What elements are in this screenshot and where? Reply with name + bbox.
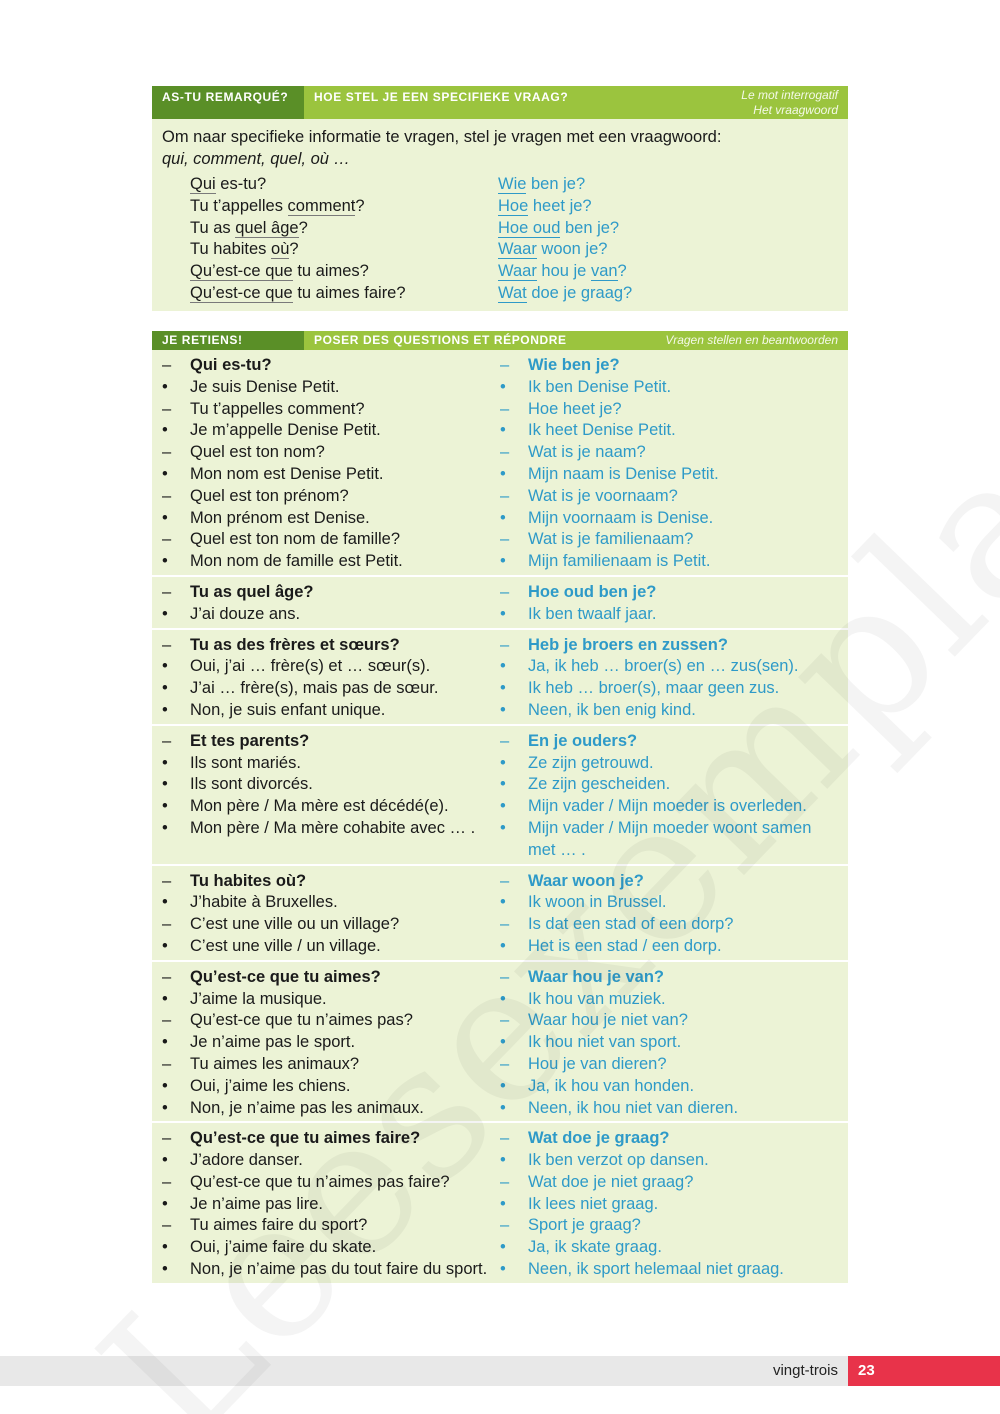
french-text: Tu habites où? [190,871,307,890]
example-nl: Hoe oud ben je? [498,218,620,237]
retain-tag: JE RETIENS! [152,331,304,350]
line-marker: – [500,871,510,890]
dialogue-line [152,818,848,840]
french-text: Tu aimes les animaux? [190,1054,360,1073]
line-marker: – [162,915,172,934]
dialogue-line [152,1259,848,1281]
line-marker: – [500,530,510,549]
dutch-text: Mijn vader / Mijn moeder woont samen [528,818,812,837]
line-marker: • [162,700,168,719]
example-nl: Hoe heet je? [498,196,592,215]
remark-intro: Om naar specifieke informatie te vragen, stel je vragen met een vraagwoord: qui, comment, quel, où … [162,128,722,168]
example-nl: Waar hou je van? [498,262,627,281]
dutch-text: Mijn familienaam is Petit. [528,552,711,571]
dialogue-line [152,486,848,508]
page-footer [0,1356,1000,1386]
line-marker: • [162,1238,168,1257]
line-marker: • [162,1076,168,1095]
dialogue-line [152,936,848,958]
french-text: J’aime la musique. [190,989,327,1008]
retain-box [152,331,848,1283]
line-marker: – [162,530,172,549]
line-marker: – [500,1129,510,1148]
line-marker: – [500,635,510,654]
dutch-text: Ja, ik hou van honden. [528,1076,695,1095]
line-marker: • [162,893,168,912]
dutch-text: Sport je graag? [528,1216,641,1235]
line-marker: • [500,1076,506,1095]
dialogue-line [152,753,848,775]
dialogue-line [152,914,848,936]
line-marker: • [162,1260,168,1279]
dutch-text: Mijn naam is Denise Petit. [528,464,719,483]
line-marker: • [500,377,506,396]
french-text: Tu aimes faire du sport? [190,1216,368,1235]
dialogue-section [152,962,848,1122]
french-text: J’ai … frère(s), mais pas de sœur. [190,679,439,698]
french-text: Je suis Denise Petit. [190,377,340,396]
dutch-text: Hoe heet je? [528,399,622,418]
retain-header [152,331,848,350]
line-marker: – [500,443,510,462]
line-marker: – [500,915,510,934]
example-fr: Tu habites où? [190,240,299,259]
line-marker: – [500,731,510,750]
line-marker: • [500,775,506,794]
question-line [152,1128,848,1150]
example-row [152,196,848,218]
dialogue-line [152,774,848,796]
french-text: Mon nom de famille est Petit. [190,552,403,571]
line-marker: – [500,1172,510,1191]
dialogue-line [152,604,848,626]
dutch-text: Het is een stad / een dorp. [528,936,722,955]
dialogue-line [152,1194,848,1216]
remark-title: HOE STEL JE EEN SPECIFIEKE VRAAG? [314,90,569,104]
line-marker: – [162,356,172,374]
line-marker: – [500,967,510,986]
dialogue-section [152,726,848,864]
dutch-text: Ze zijn gescheiden. [528,775,671,794]
french-text: Quel est ton nom? [190,443,325,462]
french-text: Tu as des frères et sœurs? [190,635,400,654]
dutch-text: Ik ben twaalf jaar. [528,604,657,623]
dutch-text: Wat is je familienaam? [528,530,694,549]
dialogue-section [152,350,848,575]
line-marker: • [162,1194,168,1213]
line-marker: • [162,797,168,816]
line-marker: – [162,582,172,601]
line-marker: – [162,1172,172,1191]
line-marker: • [500,753,506,772]
line-marker: – [162,731,172,750]
dutch-text: Waar hou je van? [528,967,664,986]
dutch-text: Wat doe je graag? [528,1129,670,1148]
dutch-text: Wie ben je? [528,356,620,374]
dutch-text: Ik ben verzot op dansen. [528,1151,709,1170]
french-text: Quel est ton nom de famille? [190,530,401,549]
french-text: Tu as quel âge? [190,582,314,601]
retain-title: POSER DES QUESTIONS ET RÉPONDRE [314,333,567,347]
line-marker: – [500,1054,510,1073]
french-text: Mon prénom est Denise. [190,508,370,527]
line-marker: – [500,399,510,418]
line-marker: • [500,657,506,676]
dialogue-line [152,442,848,464]
line-marker: – [162,1054,172,1073]
line-marker: • [500,1194,506,1213]
dutch-text: Waar hou je niet van? [528,1011,688,1030]
example-row [152,239,848,261]
line-marker: • [162,377,168,396]
dutch-text: Ze zijn getrouwd. [528,753,654,772]
dialogue-line [152,551,848,573]
dialogue-line [152,1032,848,1054]
dialogue-line [152,1237,848,1259]
french-text: Et tes parents? [190,731,310,750]
french-text: J’habite à Bruxelles. [190,893,338,912]
french-text: Oui, j’aime faire du skate. [190,1238,377,1257]
line-marker [152,840,190,862]
line-marker: – [162,1011,172,1030]
line-marker: • [162,464,168,483]
line-marker: – [500,1216,510,1235]
line-marker: • [162,552,168,571]
french-text: C’est une ville ou un village? [190,915,400,934]
example-row [152,283,848,305]
dutch-text: Ik woon in Brussel. [528,893,667,912]
french-text: Oui, j’aime les chiens. [190,1076,351,1095]
question-line [152,967,848,989]
french-text: J’ai douze ans. [190,604,301,623]
dutch-text: Ik hou van muziek. [528,989,666,1008]
retain-subtitle: Vragen stellen en beantwoorden [665,333,838,347]
line-marker: • [162,657,168,676]
dialogue-line [152,399,848,421]
example-nl: Waar woon je? [498,240,608,259]
dialogue-section [152,866,848,960]
dialogue-line [152,529,848,551]
dialogue-line [152,1172,848,1194]
dialogue-line [152,1054,848,1076]
example-fr: Tu t’appelles comment? [190,196,365,215]
remark-box [152,86,848,311]
line-marker: – [162,1129,172,1148]
example-row [152,218,848,240]
dialogue-line [152,678,848,700]
dutch-text: met … . [528,840,586,859]
line-marker: • [500,679,506,698]
dialogue-section [152,577,848,628]
french-text: Qui es-tu? [190,356,272,374]
french-text: Mon nom est Denise Petit. [190,464,384,483]
example-fr: Tu as quel âge? [190,218,308,237]
dialogue-line [152,1010,848,1032]
line-marker: – [162,486,172,505]
line-marker: – [162,967,172,986]
dialogue-line [152,840,848,862]
line-marker: • [500,936,506,955]
line-marker: • [500,552,506,571]
example-fr: Qui es-tu? [190,175,267,193]
retain-sections [152,350,848,1283]
line-marker: – [162,443,172,462]
line-marker: – [500,486,510,505]
dialogue-section [152,630,848,724]
dutch-text: Heb je broers en zussen? [528,635,728,654]
line-marker: • [162,508,168,527]
line-marker: – [162,399,172,418]
line-marker: • [500,1098,506,1117]
french-text: Oui, j’ai … frère(s) et … sœur(s). [190,657,431,676]
line-marker: • [162,679,168,698]
line-marker: • [500,604,506,623]
dutch-text: Hou je van dieren? [528,1054,667,1073]
line-marker: – [162,1216,172,1235]
french-text: Mon père / Ma mère est décédé(e). [190,797,449,816]
line-marker: • [500,1238,506,1257]
french-text: J’adore danser. [190,1151,303,1170]
french-text: Quel est ton prénom? [190,486,349,505]
dialogue-line [152,1098,848,1120]
french-text: C’est une ville / un village. [190,936,381,955]
remark-tag: AS-TU REMARQUÉ? [152,86,304,119]
question-line [152,355,848,377]
french-text: Qu’est-ce que tu n’aimes pas? [190,1011,413,1030]
dutch-text: Ik ben Denise Petit. [528,377,672,396]
french-text: Mon père / Ma mère cohabite avec … . [190,818,476,837]
dutch-text: Ik heb … broer(s), maar geen zus. [528,679,780,698]
line-marker: – [500,356,510,374]
question-line [152,635,848,657]
french-text [190,840,498,862]
dutch-text: Ja, ik heb … broer(s) en … zus(sen). [528,657,799,676]
dialogue-line [152,464,848,486]
dutch-text: Mijn vader / Mijn moeder is overleden. [528,797,807,816]
dialogue-line [152,377,848,399]
line-marker: • [162,1033,168,1052]
dialogue-line [152,1150,848,1172]
dialogue-line [152,989,848,1011]
line-marker: • [162,1151,168,1170]
question-line [152,871,848,893]
line-marker: • [500,1260,506,1279]
example-nl: Wat doe je graag? [498,283,633,302]
remark-examples [152,174,848,305]
dialogue-line [152,796,848,818]
example-nl: Wie ben je? [498,175,586,193]
line-marker: • [500,1151,506,1170]
french-text: Ils sont divorcés. [190,775,313,794]
line-marker: • [500,989,506,1008]
line-marker: • [500,818,506,837]
dutch-text: En je ouders? [528,731,638,750]
line-marker: – [162,871,172,890]
example-fr: Qu’est-ce que tu aimes faire? [190,283,406,302]
remark-header [152,86,848,119]
line-marker: • [500,421,506,440]
french-text: Ils sont mariés. [190,753,301,772]
remark-panel [152,119,848,311]
line-marker: – [162,635,172,654]
line-marker: • [500,508,506,527]
page-word: vingt-trois [772,1362,838,1379]
dialogue-line [152,1215,848,1237]
french-text: Qu’est-ce que tu n’aimes pas faire? [190,1172,450,1191]
line-marker: • [500,797,506,816]
dutch-text: Neen, ik sport helemaal niet graag. [528,1260,784,1279]
dutch-text: Neen, ik ben enig kind. [528,700,696,719]
dutch-text: Wat is je naam? [528,443,646,462]
french-text: Qu’est-ce que tu aimes faire? [190,1129,421,1148]
line-marker: – [500,1011,510,1030]
dialogue-line [152,420,848,442]
dialogue-line [152,892,848,914]
dutch-text: Ik heet Denise Petit. [528,421,676,440]
french-text: Tu t’appelles comment? [190,399,365,418]
line-marker: • [162,421,168,440]
line-marker [498,840,528,862]
line-marker: • [500,1033,506,1052]
line-marker: – [500,582,510,601]
example-fr: Qu’est-ce que tu aimes? [190,262,369,281]
line-marker: • [162,604,168,623]
french-text: Non, je suis enfant unique. [190,700,386,719]
line-marker: • [500,700,506,719]
line-marker: • [162,936,168,955]
line-marker: • [162,818,168,837]
french-text: Qu’est-ce que tu aimes? [190,967,381,986]
dutch-text: Mijn voornaam is Denise. [528,508,714,527]
line-marker: • [162,775,168,794]
french-text: Je n’aime pas lire. [190,1194,323,1213]
dutch-text: Ja, ik skate graag. [528,1238,662,1257]
remark-subtitle: Le mot interrogatif Het vraagwoord [741,88,838,117]
dialogue-line [152,1076,848,1098]
french-text: Je m’appelle Denise Petit. [190,421,381,440]
dialogue-line [152,656,848,678]
line-marker: • [500,464,506,483]
line-marker: • [162,1098,168,1117]
dutch-text: Is dat een stad of een dorp? [528,915,734,934]
example-row [152,261,848,283]
french-text: Non, je n’aime pas les animaux. [190,1098,424,1117]
line-marker: • [162,989,168,1008]
dialogue-section [152,1123,848,1283]
line-marker: • [162,753,168,772]
dutch-text: Wat doe je niet graag? [528,1172,694,1191]
line-marker: • [500,893,506,912]
french-text: Je n’aime pas le sport. [190,1033,356,1052]
dutch-text: Wat is je voornaam? [528,486,678,505]
dialogue-line [152,508,848,530]
question-line [152,731,848,753]
page-number: 23 [848,1356,1000,1386]
dutch-text: Ik lees niet graag. [528,1194,659,1213]
dialogue-line [152,700,848,722]
example-row [152,174,848,196]
dutch-text: Waar woon je? [528,871,644,890]
dutch-text: Hoe oud ben je? [528,582,657,601]
dutch-text: Neen, ik hou niet van dieren. [528,1098,739,1117]
dutch-text: Ik hou niet van sport. [528,1033,682,1052]
french-text: Non, je n’aime pas du tout faire du sport. [190,1260,488,1279]
question-line [152,582,848,604]
